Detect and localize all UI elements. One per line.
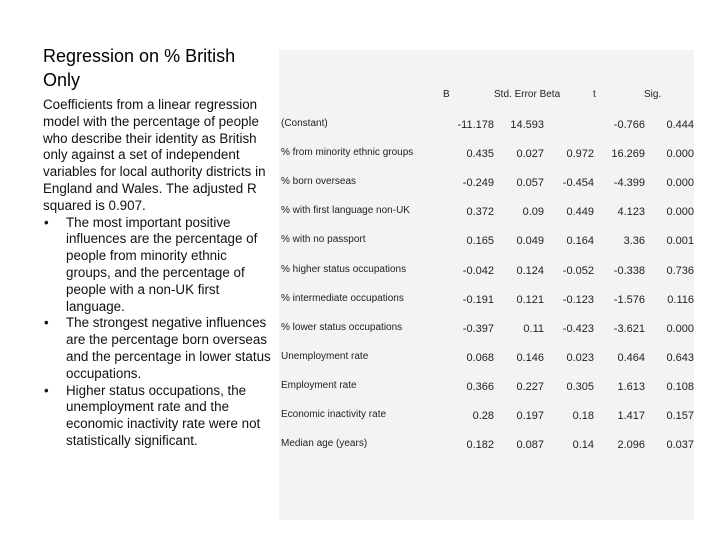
header-std-error-beta: Std. Error Beta <box>494 89 561 100</box>
cell-std-error: 0.124 <box>516 264 544 277</box>
cell-beta: 0.449 <box>566 206 594 219</box>
cell-t: 0.464 <box>617 351 645 364</box>
row-label: Employment rate <box>281 379 357 391</box>
cell-t: 4.123 <box>617 206 645 219</box>
row-label: % higher status occupations <box>281 263 407 275</box>
cell-beta: 0.305 <box>566 380 594 393</box>
cell-t: -1.576 <box>613 293 645 306</box>
row-label: % intermediate occupations <box>281 292 404 304</box>
row-label: Economic inactivity rate <box>281 409 387 420</box>
cell-beta: 0.972 <box>566 148 594 161</box>
description <box>43 97 271 450</box>
cell-b: -0.042 <box>462 264 494 277</box>
cell-beta: -0.454 <box>562 177 594 190</box>
cell-std-error: 0.049 <box>516 235 544 248</box>
list-item-text: The strongest negative influences are the percentage born overseas and the percentage in lower status occupations. <box>66 315 271 381</box>
cell-beta: -0.423 <box>562 322 594 335</box>
header-sig: Sig. <box>644 89 662 100</box>
cell-b: 0.28 <box>472 410 494 422</box>
row-label: (Constant) <box>281 118 328 129</box>
header-t: t <box>593 89 596 100</box>
header-b: B <box>443 89 450 100</box>
cell-t: -0.766 <box>613 119 645 131</box>
cell-std-error: 0.11 <box>523 322 544 335</box>
cell-std-error: 0.121 <box>516 293 544 306</box>
cell-std-error: 0.09 <box>522 206 544 219</box>
cell-std-error: 14.593 <box>510 119 544 131</box>
cell-t: 16.269 <box>611 148 645 161</box>
cell-b: 0.372 <box>466 206 494 219</box>
cell-t: -3.621 <box>613 322 645 335</box>
cell-b: -0.249 <box>462 177 494 190</box>
description-intro: Coefficients from a linear regression model with the percentage of people who describe their identity as British only against a set of independent variables for local authority districts in England and Wales. The adjusted R squared is 0.907. <box>43 97 266 213</box>
row-label: % with first language non-UK <box>281 205 410 217</box>
cell-sig: 0.444 <box>666 119 694 131</box>
row-label: % lower status occupations <box>281 321 403 333</box>
row-label: % born overseas <box>281 176 357 188</box>
row-label: % with no passport <box>281 234 366 246</box>
list-item <box>43 315 271 382</box>
cell-sig: 0.736 <box>666 264 694 277</box>
list-item-text: Higher status occupations, the unemployment rate and the economic inactivity rate were not statistically significant. <box>66 382 261 448</box>
cell-t: 1.613 <box>617 380 645 393</box>
cell-t: 2.096 <box>617 439 645 452</box>
cell-sig: 0.000 <box>666 206 694 219</box>
cell-std-error: 0.087 <box>516 439 544 452</box>
cell-beta: -0.123 <box>562 293 594 306</box>
cell-b: 0.068 <box>466 351 494 364</box>
cell-sig: 0.000 <box>666 177 694 190</box>
cell-sig: 0.037 <box>666 439 694 452</box>
cell-sig: 0.157 <box>666 410 694 422</box>
list-item <box>43 215 271 316</box>
cell-std-error: 0.146 <box>516 351 544 364</box>
list-item-text: The most important positive influences are the percentage of people from minority ethnic groups, and the percentage of people with a non-UK first language. <box>66 214 258 314</box>
cell-t: -0.338 <box>613 264 645 277</box>
list-item <box>43 383 271 450</box>
row-label: % from minority ethnic groups <box>281 147 414 159</box>
cell-sig: 0.001 <box>666 235 694 248</box>
page-title: Regression on % British Only <box>43 46 236 90</box>
cell-std-error: 0.057 <box>516 177 544 190</box>
cell-beta: -0.052 <box>562 264 594 277</box>
cell-t: -4.399 <box>613 177 645 190</box>
cell-std-error: 0.227 <box>516 380 544 393</box>
cell-std-error: 0.027 <box>516 148 544 161</box>
cell-b: 0.366 <box>466 380 494 393</box>
bullet-icon: • <box>44 315 49 331</box>
cell-b: -0.191 <box>462 293 494 306</box>
cell-t: 3.36 <box>623 235 645 248</box>
cell-beta: 0.14 <box>572 439 594 452</box>
cell-beta: 0.18 <box>572 410 594 422</box>
cell-b: 0.435 <box>466 148 494 161</box>
cell-beta: 0.023 <box>566 351 594 364</box>
key-findings-list <box>43 215 271 450</box>
bullet-icon: • <box>44 214 49 230</box>
cell-t: 1.417 <box>617 410 645 422</box>
cell-sig: 0.116 <box>667 293 694 306</box>
cell-b: -11.178 <box>457 119 494 131</box>
cell-sig: 0.000 <box>666 322 694 335</box>
cell-sig: 0.643 <box>666 351 694 364</box>
cell-b: -0.397 <box>462 322 494 335</box>
cell-std-error: 0.197 <box>516 410 544 422</box>
row-label: Unemployment rate <box>281 350 369 362</box>
bullet-icon: • <box>44 382 49 398</box>
row-label: Median age (years) <box>281 438 368 450</box>
cell-b: 0.165 <box>466 235 494 248</box>
cell-beta: 0.164 <box>566 235 594 248</box>
cell-sig: 0.000 <box>666 148 694 161</box>
cell-sig: 0.108 <box>666 380 694 393</box>
cell-b: 0.182 <box>466 439 494 452</box>
